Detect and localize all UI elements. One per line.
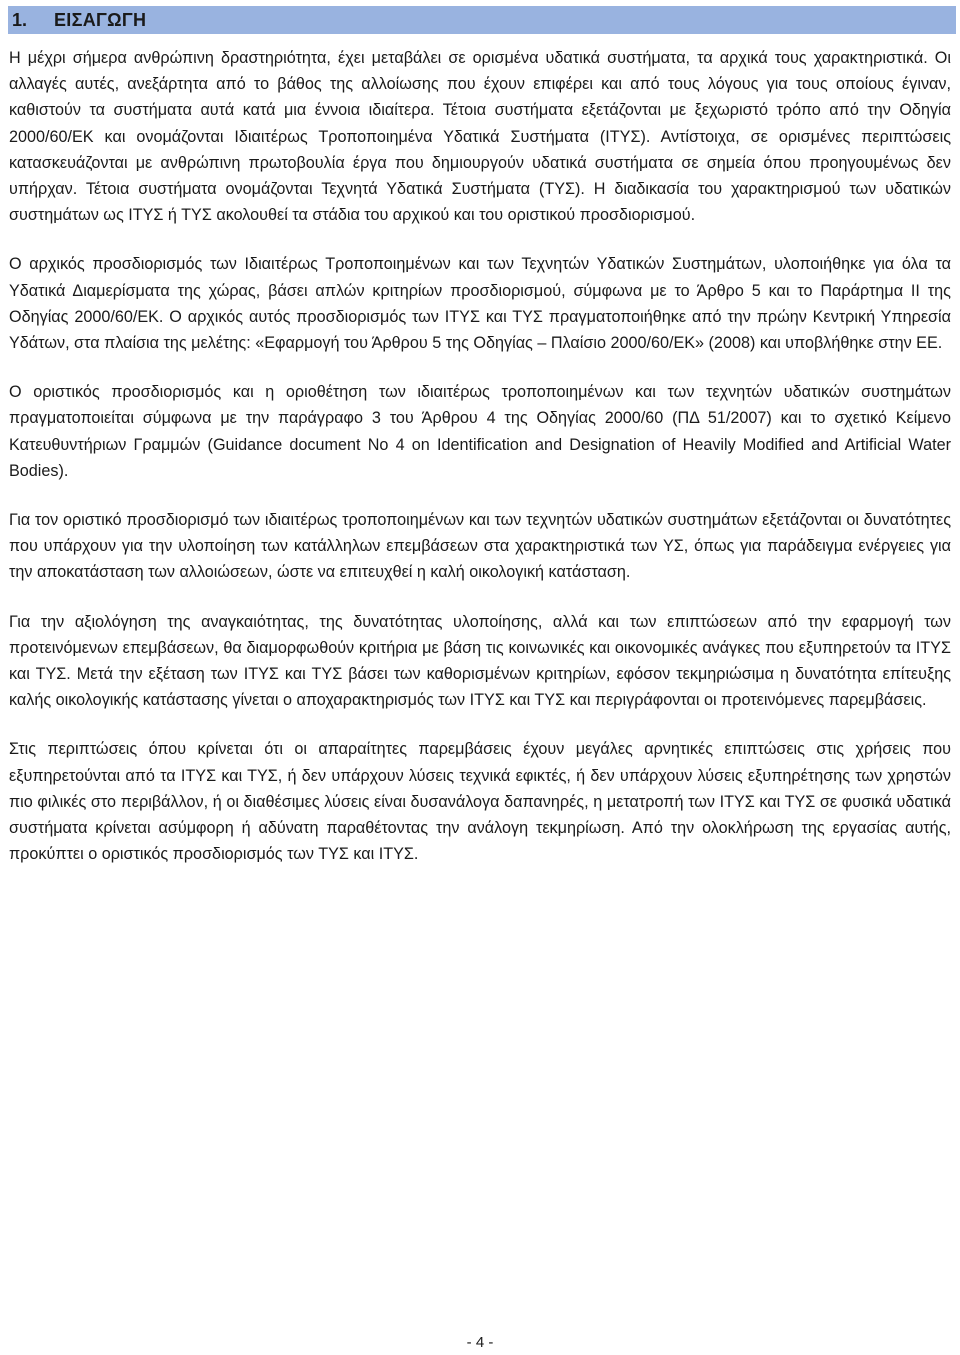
body-text bbox=[9, 45, 951, 890]
paragraph: Ο οριστικός προσδιορισμός και η οριοθέτηση των ιδιαιτέρως τροποποιημένων και των τεχνητών υδατικών συστημάτων πραγματοποιείται σύμφωνα με την παράγραφο 3 του Άρθρου 4 της Οδηγίας 2000/60 (ΠΔ 51/2007) και το σχετικό Κείμενο Κατευθυντήριων Γραμμών (Guidance document No 4 on Identification and Designation of Heavily Modified and Artificial Water Bodies). bbox=[9, 383, 951, 480]
paragraph: Ο αρχικός προσδιορισμός των Ιδιαιτέρως Τροποποιημένων και των Τεχνητών Υδατικών Συστημάτων, υλοποιήθηκε για όλα τα Υδατικά Διαμερίσματα της χώρας, βάσει απλών κριτηρίων προσδιορισμού, σύμφωνα με το Άρθρο 5 και το Παράρτημα ΙΙ της Οδηγίας 2000/60/ΕΚ. Ο αρχικός αυτός προσδιορισμός των ΙΤΥΣ και ΤΥΣ πραγματοποιήθηκε από την πρώην Κεντρική Υπηρεσία Υδάτων, στα πλαίσια της μελέτης: «Εφαρμογή του Άρθρου 5 της Οδηγίας – Πλαίσιο 2000/60/ΕΚ» (2008) και υποβλήθηκε στην ΕΕ. bbox=[9, 255, 951, 353]
paragraph: Για την αξιολόγηση της αναγκαιότητας, της δυνατότητας υλοποίησης, αλλά και των επιπτώσεων από την εφαρμογή των προτεινόμενων επεμβάσεων, θα διαμορφωθούν κριτήρια με βάση τις κοινωνικές και οικονομικές ανάγκες που εξυπηρετούν τα ΙΤΥΣ και ΤΥΣ. Μετά την εξέταση των ΙΤΥΣ και ΤΥΣ βάσει των καθορισμένων κριτηρίων, εφόσον τεκμηριώσιμα η δυνατότητα επίτευξης καλής οικολογικής κατάστασης γίνεται ο αποχαρακτηρισμός των ΙΤΥΣ και ΤΥΣ και περιγράφονται οι προτεινόμενες παρεμβάσεις. bbox=[9, 612, 951, 710]
section-title: ΕΙΣΑΓΩΓΗ bbox=[54, 9, 147, 30]
page-number: - 4 - bbox=[466, 1334, 494, 1351]
section-number: 1. bbox=[12, 9, 28, 30]
paragraph: Για τον οριστικό προσδιορισμό των ιδιαιτέρως τροποποιημένων και των τεχνητών υδατικών συστημάτων εξετάζονται οι δυνατότητες που υπάρχουν για την υλοποίηση των κατάλληλων επεμβάσεων στα χαρακτηριστικά των ΥΣ, όπως για παράδειγμα ενέργειες για την αποκατάσταση των αλλοιώσεων, ώστε να επιτευχθεί η καλή οικολογική κατάσταση. bbox=[9, 511, 951, 582]
paragraph: Στις περιπτώσεις όπου κρίνεται ότι οι απαραίτητες παρεμβάσεις έχουν μεγάλες αρνητικές επιπτώσεις στις χρήσεις που εξυπηρετούνται από τα ΙΤΥΣ και ΤΥΣ, ή δεν υπάρχουν λύσεις τεχνικά εφικτές, ή δεν υπάρχουν λύσεις εξυπηρέτησης των χρηστών πιο φιλικές στο περιβάλλον, ή οι διαθέσιμες λύσεις είναι δυσανάλογα δαπανηρές, η μετατροπή των ΙΤΥΣ και ΤΥΣ σε φυσικά υδατικά συστήματα κρίνεται ασύμφορη ή αδύνατη παραθέτοντας την ανάλογη τεκμηρίωση. Από την ολοκλήρωση της εργασίας αυτής, προκύπτει ο οριστικός προσδιορισμός των ΤΥΣ και ΙΤΥΣ. bbox=[9, 740, 951, 864]
section-heading bbox=[8, 6, 956, 34]
paragraph: Η μέχρι σήμερα ανθρώπινη δραστηριότητα, έχει μεταβάλει σε ορισμένα υδατικά συστήματα, τα αρχικά τους χαρακτηριστικά. Οι αλλαγές αυτές, ανεξάρτητα από το βάθος της αλλοίωσης που έχουν επιφέρει και από τους λόγους για τους οποίους έγιναν, καθιστούν τα συστήματα αυτά κατά μια έννοια ιδιαίτερα. Τέτοια συστήματα εξετάζονται με ξεχωριστό τρόπο από την Οδηγία 2000/60/ΕΚ και ονομάζονται Ιδιαιτέρως Τροποποιημένα Υδατικά Συστήματα (ΙΤΥΣ). Αντίστοιχα, σε ορισμένες περιπτώσεις κατασκευάζονται με ανθρώπινη πρωτοβουλία έργα που δημιουργούν υδατικά συστήματα σε σημεία όπου προηγουμένως δεν υπήρχαν. Τέτοια συστήματα ονομάζονται Τεχνητά Υδατικά Συστήματα (ΤΥΣ). Η διαδικασία του χαρακτηρισμού των υδατικών συστημάτων ως ΙΤΥΣ ή ΤΥΣ ακολουθεί τα στάδια του αρχικού και του οριστικού προσδιορισμού. bbox=[9, 49, 951, 225]
